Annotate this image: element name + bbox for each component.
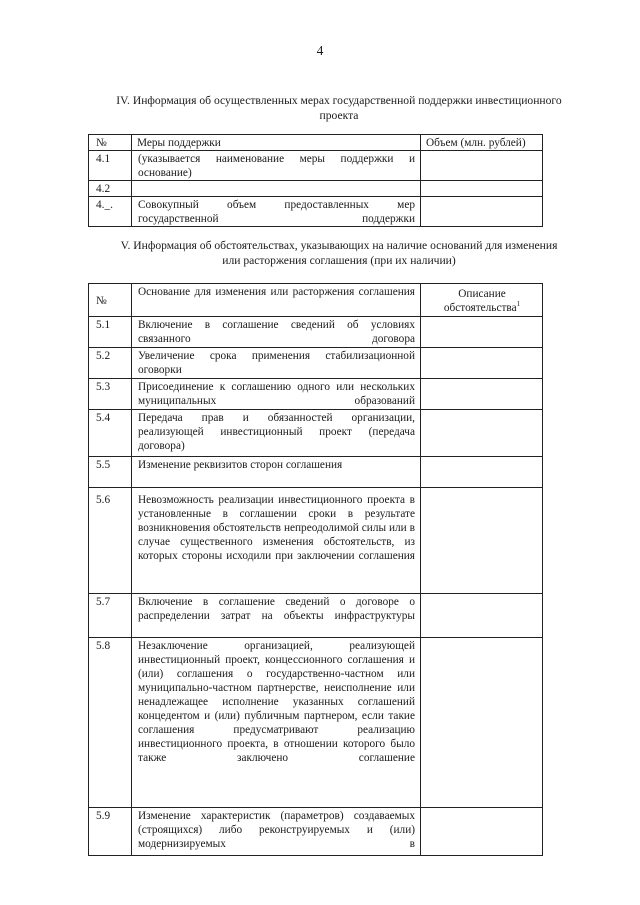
row-description [421, 488, 543, 594]
table-row [89, 594, 543, 638]
row-num: 5.2 [89, 348, 132, 379]
table-row [89, 151, 543, 181]
table-row [89, 457, 543, 488]
table-row [89, 317, 543, 348]
row-num: 5.1 [89, 317, 132, 348]
row-description [421, 457, 543, 488]
section-iv-title-line-1: IV. Информация об осуществленных мерах государственной поддержки инвестиционного [116, 94, 562, 107]
table-row [89, 379, 543, 410]
header-num: № [89, 135, 132, 151]
footnote-marker: 1 [516, 299, 521, 308]
table-row [89, 410, 543, 457]
support-measures-table [88, 134, 543, 227]
row-num: 4.2 [89, 181, 132, 197]
section-v-title-line-2: или расторжения соглашения (при их наличии) [222, 254, 456, 267]
row-volume [421, 181, 543, 197]
table-row [89, 181, 543, 197]
row-description [421, 410, 543, 457]
section-iv-title-line-2: проекта [319, 109, 359, 122]
section-v-title-line-1: V. Информация об обстоятельствах, указывающих на наличие оснований для изменения [120, 239, 558, 252]
header-measures: Меры поддержки [132, 135, 421, 151]
row-volume [421, 197, 543, 227]
table-row [89, 197, 543, 227]
agreement-change-table [88, 283, 543, 856]
row-basis: Увеличение срока применения стабилизационной оговорки [132, 348, 421, 379]
row-description [421, 379, 543, 410]
row-num: 5.8 [89, 638, 132, 808]
row-description [421, 638, 543, 808]
row-basis: Включение в соглашение сведений об условиях связанного договора [132, 317, 421, 348]
table-row [89, 348, 543, 379]
row-num: 4._. [89, 197, 132, 227]
row-measure: Совокупный объем предоставленных мер государственной поддержки [132, 197, 421, 227]
table-header-row [89, 135, 543, 151]
row-basis: Присоединение к соглашению одного или нескольких муниципальных образований [132, 379, 421, 410]
section-v-title [88, 238, 590, 268]
row-description [421, 808, 543, 856]
row-num: 4.1 [89, 151, 132, 181]
row-basis: Изменение характеристик (параметров) создаваемых (строящихся) либо реконструируемых и (или) модернизируемых в [132, 808, 421, 856]
header-num: № [89, 284, 132, 317]
row-basis: Изменение реквизитов сторон соглашения [132, 457, 421, 488]
header-description [421, 284, 543, 317]
row-basis: Передача прав и обязанностей организации, реализующей инвестиционный проект (передача договора) [132, 410, 421, 457]
row-num: 5.5 [89, 457, 132, 488]
header-basis: Основание для изменения или расторжения соглашения [132, 284, 421, 317]
row-basis: Включение в соглашение сведений о договоре о распределении затрат на объекты инфраструктуры [132, 594, 421, 638]
row-num: 5.4 [89, 410, 132, 457]
table-header-row [89, 284, 543, 317]
row-num: 5.3 [89, 379, 132, 410]
row-num: 5.9 [89, 808, 132, 856]
row-description [421, 348, 543, 379]
row-measure: (указывается наименование меры поддержки и основание) [132, 151, 421, 181]
table-row [89, 638, 543, 808]
table-row [89, 808, 543, 856]
row-basis: Невозможность реализации инвестиционного проекта в установленные в соглашении сроки в результате возникновения обстоятельств непреодолимой силы или в случае существенного изменения обстоятельств, из которых стороны исходили при заключении соглашения [132, 488, 421, 594]
header-volume: Объем (млн. рублей) [421, 135, 543, 151]
section-iv-title [88, 93, 590, 123]
row-num: 5.7 [89, 594, 132, 638]
row-basis: Незаключение организацией, реализующей инвестиционный проект, концессионного соглашения и (или) соглашения о государственно-частном или муниципально-частном партнерстве, неисполнение или ненадлежащее исполнение указанных соглашений концедентом и (или) публичным партнером, если такие соглашения предусматривают реализацию инвестиционного проекта, в отношении которого было также заключено соглашение [132, 638, 421, 808]
row-num: 5.6 [89, 488, 132, 594]
row-measure [132, 181, 421, 197]
header-description-text: Описание обстоятельства [443, 287, 517, 314]
row-description [421, 317, 543, 348]
row-description [421, 594, 543, 638]
page-number: 4 [316, 43, 324, 58]
row-volume [421, 151, 543, 181]
table-row [89, 488, 543, 594]
